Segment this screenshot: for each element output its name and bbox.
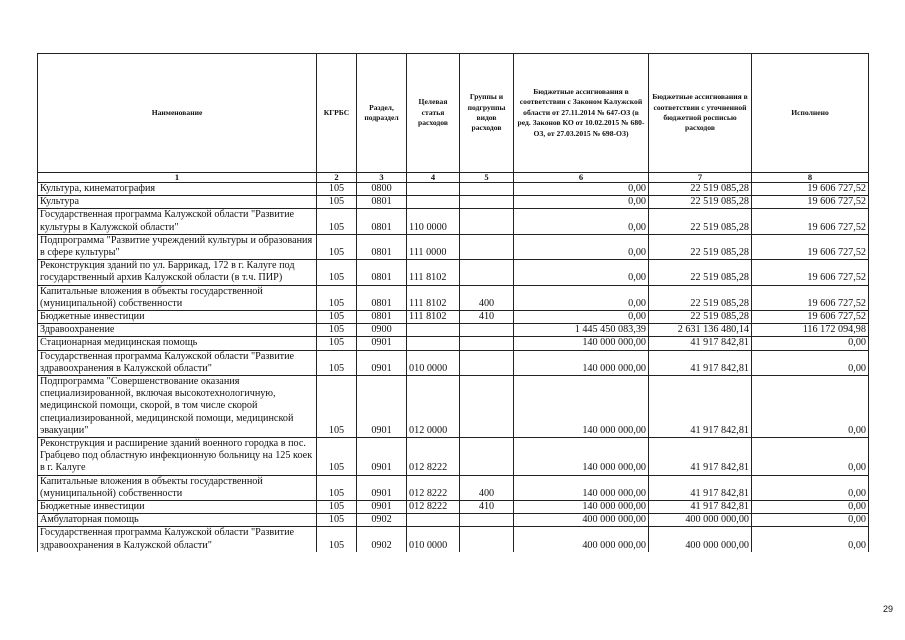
row-refined-amount: 22 519 085,28 <box>649 311 752 324</box>
table-body <box>38 183 869 552</box>
row-refined-amount: 41 917 842,81 <box>649 475 752 500</box>
row-target: 111 0000 <box>407 234 460 259</box>
row-executed-amount: 19 606 727,52 <box>752 196 869 209</box>
row-target: 111 8102 <box>407 311 460 324</box>
row-name: Государственная программа Калужской области "Развитие здравоохранения в Калужской области" <box>38 350 317 375</box>
row-group <box>460 209 514 234</box>
row-section: 0901 <box>357 337 407 350</box>
table-row <box>38 376 869 438</box>
row-kgrbs: 105 <box>317 311 357 324</box>
row-executed-amount: 0,00 <box>752 514 869 527</box>
row-law-amount: 140 000 000,00 <box>514 350 649 375</box>
row-name: Реконструкция зданий по ул. Баррикад, 172 в г. Калуге под государственный архив Калужской области (в т.ч. ПИР) <box>38 260 317 285</box>
row-section: 0901 <box>357 501 407 514</box>
row-target <box>407 514 460 527</box>
row-refined-amount: 22 519 085,28 <box>649 260 752 285</box>
row-law-amount: 0,00 <box>514 311 649 324</box>
row-group <box>460 350 514 375</box>
table-row <box>38 196 869 209</box>
row-executed-amount: 19 606 727,52 <box>752 311 869 324</box>
row-target <box>407 183 460 196</box>
row-law-amount: 140 000 000,00 <box>514 501 649 514</box>
row-group <box>460 324 514 337</box>
table-row <box>38 337 869 350</box>
row-law-amount: 140 000 000,00 <box>514 337 649 350</box>
row-executed-amount: 0,00 <box>752 475 869 500</box>
table-row <box>38 514 869 527</box>
row-refined-amount: 41 917 842,81 <box>649 438 752 476</box>
row-refined-amount: 22 519 085,28 <box>649 234 752 259</box>
row-section: 0902 <box>357 527 407 552</box>
row-section: 0800 <box>357 183 407 196</box>
row-law-amount: 0,00 <box>514 260 649 285</box>
row-group: 400 <box>460 475 514 500</box>
row-kgrbs: 105 <box>317 234 357 259</box>
table-row <box>38 285 869 310</box>
header-refined-assignments: Бюджетные ассигнования в соответствии с уточненной бюджетной росписью расходов <box>649 54 752 173</box>
row-section: 0801 <box>357 285 407 310</box>
header-row <box>38 54 869 173</box>
row-section: 0901 <box>357 350 407 375</box>
row-refined-amount: 22 519 085,28 <box>649 196 752 209</box>
row-executed-amount: 0,00 <box>752 337 869 350</box>
table-row <box>38 311 869 324</box>
header-kgrbs: КГРБС <box>317 54 357 173</box>
row-name: Культура <box>38 196 317 209</box>
row-law-amount: 0,00 <box>514 234 649 259</box>
row-executed-amount: 19 606 727,52 <box>752 260 869 285</box>
column-number-row <box>38 173 869 183</box>
row-kgrbs: 105 <box>317 475 357 500</box>
row-law-amount: 400 000 000,00 <box>514 527 649 552</box>
column-number: 7 <box>649 173 752 183</box>
row-executed-amount: 19 606 727,52 <box>752 209 869 234</box>
row-section: 0801 <box>357 209 407 234</box>
row-executed-amount: 0,00 <box>752 527 869 552</box>
row-executed-amount: 0,00 <box>752 501 869 514</box>
header-executed: Исполнено <box>752 54 869 173</box>
row-group: 410 <box>460 501 514 514</box>
header-law-assignments: Бюджетные ассигнования в соответствии с Законом Калужской области от 27.11.2014 № 647-ОЗ (в ред. Законов КО от 10.02.2015 № 680-ОЗ, от 27.03.2015 № 698-ОЗ) <box>514 54 649 173</box>
row-refined-amount: 41 917 842,81 <box>649 501 752 514</box>
budget-table <box>37 53 869 552</box>
row-law-amount: 400 000 000,00 <box>514 514 649 527</box>
header-section: Раздел, подраздел <box>357 54 407 173</box>
row-refined-amount: 22 519 085,28 <box>649 209 752 234</box>
table-row <box>38 183 869 196</box>
table-row <box>38 475 869 500</box>
row-refined-amount: 400 000 000,00 <box>649 527 752 552</box>
row-law-amount: 0,00 <box>514 209 649 234</box>
row-refined-amount: 41 917 842,81 <box>649 350 752 375</box>
row-kgrbs: 105 <box>317 438 357 476</box>
row-group <box>460 183 514 196</box>
row-law-amount: 1 445 450 083,39 <box>514 324 649 337</box>
row-target <box>407 337 460 350</box>
row-law-amount: 0,00 <box>514 196 649 209</box>
row-group <box>460 337 514 350</box>
column-number: 5 <box>460 173 514 183</box>
row-section: 0901 <box>357 376 407 438</box>
row-target: 012 8222 <box>407 475 460 500</box>
row-name: Государственная программа Калужской области "Развитие здравоохранения в Калужской области" <box>38 527 317 552</box>
row-target <box>407 196 460 209</box>
row-name: Подпрограмма "Развитие учреждений культуры и образования в сфере культуры" <box>38 234 317 259</box>
row-target: 010 0000 <box>407 350 460 375</box>
row-target: 111 8102 <box>407 260 460 285</box>
row-kgrbs: 105 <box>317 260 357 285</box>
row-name: Подпрограмма "Совершенствование оказания специализированной, включая высокотехнологичную, медицинской помощи, скорой, в том числе скорой специализированной, медицинской помощи, медицинской эвакуации" <box>38 376 317 438</box>
row-target: 012 8222 <box>407 438 460 476</box>
row-executed-amount: 0,00 <box>752 350 869 375</box>
row-group <box>460 438 514 476</box>
row-section: 0801 <box>357 311 407 324</box>
row-name: Амбулаторная помощь <box>38 514 317 527</box>
row-name: Бюджетные инвестиции <box>38 501 317 514</box>
column-number: 4 <box>407 173 460 183</box>
row-executed-amount: 19 606 727,52 <box>752 234 869 259</box>
row-target: 012 0000 <box>407 376 460 438</box>
row-refined-amount: 41 917 842,81 <box>649 376 752 438</box>
row-target: 010 0000 <box>407 527 460 552</box>
row-target <box>407 324 460 337</box>
row-group <box>460 234 514 259</box>
column-number: 3 <box>357 173 407 183</box>
row-kgrbs: 105 <box>317 350 357 375</box>
row-group <box>460 514 514 527</box>
row-executed-amount: 19 606 727,52 <box>752 285 869 310</box>
row-group: 410 <box>460 311 514 324</box>
row-executed-amount: 0,00 <box>752 438 869 476</box>
row-name: Капитальные вложения в объекты государственной (муниципальной) собственности <box>38 285 317 310</box>
column-number: 6 <box>514 173 649 183</box>
row-name: Реконструкция и расширение зданий военного городка в пос. Грабцево под областную инфекционную больницу на 125 коек в г. Калуге <box>38 438 317 476</box>
row-kgrbs: 105 <box>317 285 357 310</box>
row-refined-amount: 22 519 085,28 <box>649 285 752 310</box>
table-row <box>38 438 869 476</box>
row-refined-amount: 400 000 000,00 <box>649 514 752 527</box>
row-name: Капитальные вложения в объекты государственной (муниципальной) собственности <box>38 475 317 500</box>
table-row <box>38 234 869 259</box>
table-row <box>38 501 869 514</box>
column-number: 8 <box>752 173 869 183</box>
row-group: 400 <box>460 285 514 310</box>
row-name: Государственная программа Калужской области "Развитие культуры в Калужской области" <box>38 209 317 234</box>
header-name: Наименование <box>38 54 317 173</box>
row-kgrbs: 105 <box>317 337 357 350</box>
table-row <box>38 527 869 552</box>
row-kgrbs: 105 <box>317 196 357 209</box>
row-name: Здравоохранение <box>38 324 317 337</box>
page-number: 29 <box>883 604 894 614</box>
row-refined-amount: 41 917 842,81 <box>649 337 752 350</box>
row-kgrbs: 105 <box>317 514 357 527</box>
row-refined-amount: 22 519 085,28 <box>649 183 752 196</box>
row-section: 0801 <box>357 260 407 285</box>
row-section: 0801 <box>357 234 407 259</box>
row-executed-amount: 116 172 094,98 <box>752 324 869 337</box>
row-kgrbs: 105 <box>317 209 357 234</box>
row-group <box>460 260 514 285</box>
row-section: 0902 <box>357 514 407 527</box>
header-target: Целевая статья расходов <box>407 54 460 173</box>
row-kgrbs: 105 <box>317 324 357 337</box>
row-kgrbs: 105 <box>317 183 357 196</box>
row-name: Стационарная медицинская помощь <box>38 337 317 350</box>
table-row <box>38 350 869 375</box>
row-law-amount: 0,00 <box>514 183 649 196</box>
row-target: 111 8102 <box>407 285 460 310</box>
row-law-amount: 0,00 <box>514 285 649 310</box>
row-section: 0801 <box>357 196 407 209</box>
row-law-amount: 140 000 000,00 <box>514 475 649 500</box>
row-executed-amount: 19 606 727,52 <box>752 183 869 196</box>
row-law-amount: 140 000 000,00 <box>514 376 649 438</box>
row-group <box>460 376 514 438</box>
row-law-amount: 140 000 000,00 <box>514 438 649 476</box>
row-name: Культура, кинематография <box>38 183 317 196</box>
table-row <box>38 209 869 234</box>
row-name: Бюджетные инвестиции <box>38 311 317 324</box>
row-group <box>460 196 514 209</box>
table-row <box>38 324 869 337</box>
header-group: Группы и подгруппы видов расходов <box>460 54 514 173</box>
table-row <box>38 260 869 285</box>
row-kgrbs: 105 <box>317 527 357 552</box>
row-section: 0901 <box>357 438 407 476</box>
column-number: 2 <box>317 173 357 183</box>
row-kgrbs: 105 <box>317 376 357 438</box>
row-group <box>460 527 514 552</box>
row-kgrbs: 105 <box>317 501 357 514</box>
row-refined-amount: 2 631 136 480,14 <box>649 324 752 337</box>
row-target: 110 0000 <box>407 209 460 234</box>
row-target: 012 8222 <box>407 501 460 514</box>
row-section: 0900 <box>357 324 407 337</box>
row-section: 0901 <box>357 475 407 500</box>
column-number: 1 <box>38 173 317 183</box>
row-executed-amount: 0,00 <box>752 376 869 438</box>
